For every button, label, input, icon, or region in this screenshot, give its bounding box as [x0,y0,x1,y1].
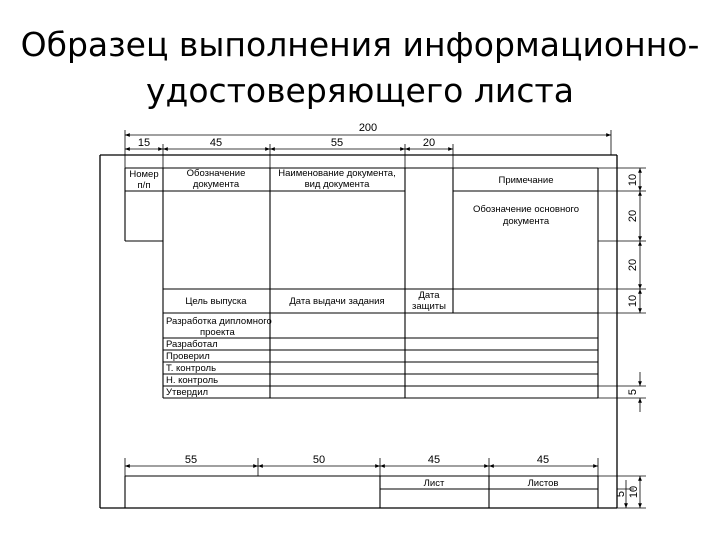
dim-top-col4: 20 [422,137,436,149]
dim-top-col1: 15 [137,137,151,149]
dim-right-2: 20 [627,209,639,223]
purpose-label: Цель выпуска [185,296,247,307]
header-name-line-2: вид документа [304,179,370,190]
row-developed: Разработал [166,339,218,350]
dim-right-4: 10 [627,294,639,308]
row-development-line-2: проекта [200,327,235,338]
defense-date-line-1: Дата [418,290,440,301]
base-doc-line-1: Обозначение основного [472,204,580,215]
bottom-dimension-labels [185,454,549,466]
top-dimension-labels [138,122,435,149]
row-n-control: Н. контроль [166,375,219,386]
base-doc-line-2: документа [502,216,550,227]
right-dimension-labels [627,174,639,395]
stamp-labels [424,478,559,489]
stamp-sheets: Листов [527,478,559,489]
dim-top-total: 200 [358,122,378,134]
header-designation-line-1: Обозначение [186,168,246,179]
dim-bottom-4: 45 [536,454,550,466]
dim-right-5: 5 [627,388,639,396]
table-headers [129,168,579,312]
row-approved: Утвердил [166,387,209,398]
top-dimensions [125,130,611,168]
dim-bottom-1: 55 [184,454,198,466]
row-t-control: Т. контроль [166,363,217,374]
row-development-line-1: Разработка дипломного [166,316,272,327]
dim-right-1: 10 [627,173,639,187]
dim-top-col3: 55 [330,137,344,149]
stamp-right-labels [615,486,640,498]
dim-stamp-2: 10 [628,485,640,499]
dim-bottom-3: 45 [427,454,441,466]
dim-bottom-2: 50 [312,454,326,466]
slide-title-line-1: Образец выполнения информационно- [20,25,700,64]
header-name-line-1: Наименование документа, [278,168,396,179]
issue-date-label: Дата выдачи задания [289,296,385,307]
stamp-sheet: Лист [423,478,445,489]
header-number-line-1: Номер [129,169,159,180]
header-number-line-2: п/п [137,180,151,191]
row-checked: Проверил [166,351,210,362]
header-notes: Примечание [498,175,554,186]
right-dimensions [598,168,646,412]
defense-date-line-2: защиты [412,301,446,312]
dim-stamp-1: 5 [615,490,627,498]
dim-top-col2: 45 [209,137,223,149]
slide-title-line-2: удостоверяющего листа [146,71,574,110]
header-designation-line-2: документа [192,179,240,190]
dim-right-3: 20 [627,258,639,272]
